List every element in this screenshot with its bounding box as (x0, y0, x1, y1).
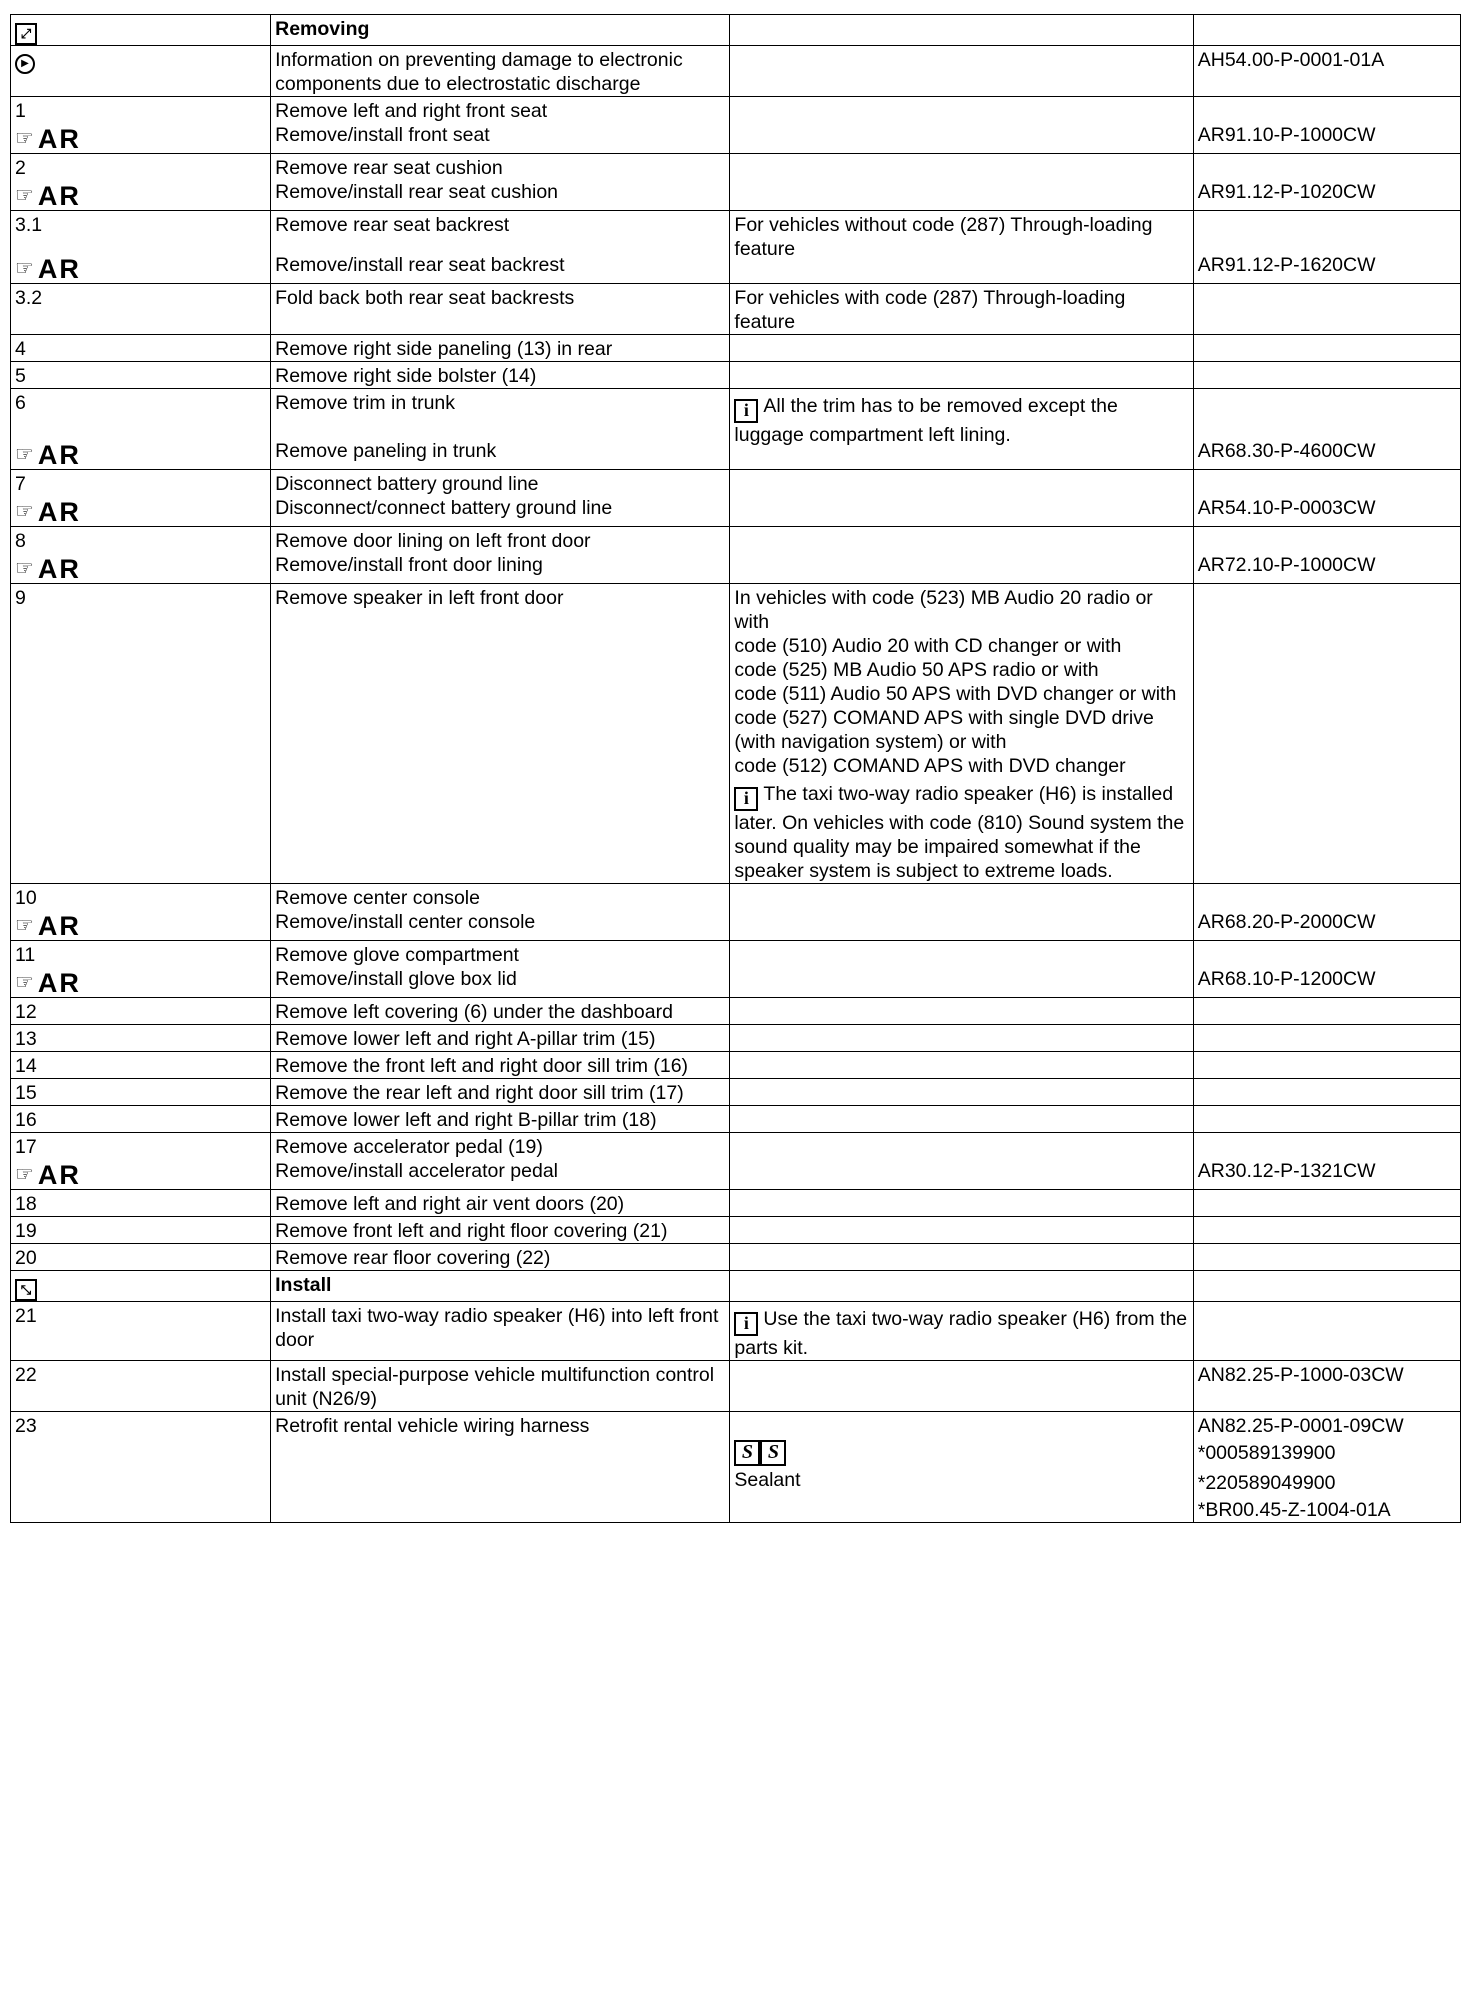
action-text: Remove rear seat cushion (275, 157, 503, 179)
reference-cell (1193, 470, 1460, 527)
spacer (15, 431, 266, 439)
action-text: Retrofit rental vehicle wiring harness (275, 1415, 590, 1437)
spacer (1198, 1135, 1456, 1159)
document-reference: *220589049900 (1197, 1472, 1336, 1494)
table-row (11, 362, 1461, 389)
action-cell (271, 1244, 730, 1271)
condition-text: code (527) COMAND APS with single DVD drive (with navigation system) or with (734, 707, 1160, 753)
step-cell (11, 362, 271, 389)
step-number: 14 (15, 1055, 37, 1077)
reference-cell (1193, 1052, 1460, 1079)
spacer (15, 245, 266, 253)
action-text: Remove paneling in trunk (275, 440, 497, 462)
action-text: Remove left covering (6) under the dashboard (275, 1001, 673, 1023)
action-text: Remove lower left and right A-pillar trim (15) (275, 1028, 656, 1050)
action-cell (271, 1106, 730, 1133)
action-text: Remove front left and right floor covering (21) (275, 1220, 668, 1242)
document-reference: AN82.25-P-1000-03CW (1197, 1364, 1404, 1386)
step-number: 19 (15, 1220, 37, 1242)
step-number: 3.2 (15, 287, 43, 309)
procedure-table-body (11, 15, 1461, 1523)
document-reference: AR54.10-P-0003CW (1197, 497, 1376, 519)
esd-circle-icon: ▶ (15, 54, 35, 74)
action-text: Remove left and right front seat (275, 100, 548, 122)
step-number: 20 (15, 1247, 37, 1269)
step-number: 12 (15, 1001, 37, 1023)
action-text: Remove lower left and right B-pillar trim (18) (275, 1109, 657, 1131)
action-cell (271, 1133, 730, 1190)
ar-label: AR (37, 124, 81, 154)
section-header-row (11, 1271, 1461, 1302)
box-arrows-in-icon: ⤡ (15, 1279, 37, 1301)
action-cell (271, 97, 730, 154)
action-text: Information on preventing damage to electronic components due to electrostatic discharge (275, 49, 689, 95)
step-cell (11, 884, 271, 941)
note-cell (730, 362, 1193, 389)
step-cell (11, 154, 271, 211)
step-cell (11, 527, 271, 584)
spacer (275, 237, 725, 245)
step-cell (11, 389, 271, 470)
box-arrows-out-icon: ⤢ (15, 23, 37, 45)
spacer (1198, 472, 1456, 496)
note-cell (730, 1302, 1193, 1361)
table-row (11, 1302, 1461, 1361)
action-text: Remove/install front door lining (275, 554, 543, 576)
spacer (1198, 886, 1456, 910)
pointing-hand-icon: ☞ (15, 184, 34, 207)
table-row (11, 1244, 1461, 1271)
info-icon: i (734, 1312, 758, 1336)
step-number: 22 (15, 1364, 37, 1386)
action-cell (271, 1025, 730, 1052)
condition-text: code (512) COMAND APS with DVD changer (734, 755, 1126, 777)
spacer (15, 415, 266, 423)
table-row (11, 1106, 1461, 1133)
reference-cell (1193, 1079, 1460, 1106)
step-number: 3.1 (15, 214, 43, 236)
section-title: Removing (275, 18, 370, 40)
pointing-hand-icon: ☞ (15, 1163, 34, 1186)
spacer (15, 237, 266, 245)
reference-cell (1193, 884, 1460, 941)
action-cell (271, 211, 730, 284)
action-text: Remove/install glove box lid (275, 968, 517, 990)
ar-reference-marker (15, 182, 81, 210)
step-number: 1 (15, 100, 26, 122)
note-cell (730, 1025, 1193, 1052)
note-cell (730, 1244, 1193, 1271)
reference-cell (1193, 211, 1460, 284)
document-reference: AR68.30-P-4600CW (1197, 440, 1376, 462)
step-cell (11, 1244, 271, 1271)
condition-text: code (525) MB Audio 50 APS radio or with (734, 659, 1099, 681)
action-text: Remove trim in trunk (275, 392, 456, 414)
reference-cell (1193, 284, 1460, 335)
pointing-hand-icon: ☞ (15, 127, 34, 150)
step-cell (11, 1133, 271, 1190)
note-cell (730, 1271, 1193, 1302)
reference-cell (1193, 584, 1460, 884)
step-cell (11, 1025, 271, 1052)
step-cell (11, 584, 271, 884)
table-row (11, 527, 1461, 584)
reference-cell (1193, 1217, 1460, 1244)
note-cell (730, 46, 1193, 97)
ar-reference-marker (15, 912, 81, 940)
ar-label: AR (37, 497, 81, 527)
note-cell (730, 998, 1193, 1025)
note-cell (730, 154, 1193, 211)
spacer (1198, 213, 1456, 237)
step-cell (11, 211, 271, 284)
pointing-hand-icon: ☞ (15, 557, 34, 580)
reference-cell (1193, 97, 1460, 154)
step-cell (11, 1217, 271, 1244)
document-reference: AR91.12-P-1620CW (1197, 254, 1376, 276)
spacer (1198, 156, 1456, 180)
spacer (734, 1414, 1188, 1438)
document-reference: *BR00.45-Z-1004-01A (1197, 1499, 1391, 1521)
info-icon: i (734, 399, 758, 423)
note-cell (730, 15, 1193, 46)
ar-label: AR (37, 1160, 81, 1190)
reference-cell (1193, 527, 1460, 584)
action-cell (271, 284, 730, 335)
reference-cell (1193, 154, 1460, 211)
ar-reference-marker (15, 969, 81, 997)
ar-reference-marker (15, 1161, 81, 1189)
step-number: 13 (15, 1028, 37, 1050)
document-reference: *000589139900 (1197, 1442, 1336, 1464)
spacer (15, 423, 266, 431)
table-row (11, 1133, 1461, 1190)
section-header-row (11, 15, 1461, 46)
step-number: 16 (15, 1109, 37, 1131)
action-text: Install taxi two-way radio speaker (H6) into left front door (275, 1305, 724, 1351)
step-cell (11, 1052, 271, 1079)
spacer (1198, 943, 1456, 967)
info-icon: i (734, 787, 758, 811)
pointing-hand-icon: ☞ (15, 914, 34, 937)
step-cell (11, 1106, 271, 1133)
step-cell (11, 1079, 271, 1106)
note-cell (730, 1079, 1193, 1106)
note-text: Sealant (734, 1469, 801, 1491)
table-row (11, 884, 1461, 941)
action-text: Remove rear seat backrest (275, 214, 510, 236)
table-row (11, 211, 1461, 284)
action-cell (271, 584, 730, 884)
step-number: 23 (15, 1415, 37, 1437)
ar-reference-marker (15, 255, 81, 283)
condition-text (734, 1468, 1188, 1492)
action-text: Remove the front left and right door sill trim (16) (275, 1055, 689, 1077)
action-cell (271, 998, 730, 1025)
pointing-hand-icon: ☞ (15, 257, 34, 280)
action-text: Disconnect/connect battery ground line (275, 497, 613, 519)
step-number: 18 (15, 1193, 37, 1215)
step-cell (11, 284, 271, 335)
action-cell (271, 941, 730, 998)
pointing-hand-icon: ☞ (15, 443, 34, 466)
document-reference: AR30.12-P-1321CW (1197, 1160, 1376, 1182)
pointing-hand-icon: ☞ (15, 500, 34, 523)
spacer (1198, 431, 1456, 439)
note-cell (730, 584, 1193, 884)
action-cell (271, 15, 730, 46)
reference-cell (1193, 46, 1460, 97)
condition-text: code (510) Audio 20 with CD changer or with (734, 635, 1122, 657)
reference-cell (1193, 998, 1460, 1025)
note-text: The taxi two-way radio speaker (H6) is installed later. On vehicles with code (810) Sound system the sound quality may be impaired somewhat if the speaker system is subject to extreme loads. (734, 783, 1190, 882)
note-cell (730, 1133, 1193, 1190)
action-cell (271, 154, 730, 211)
note-text: Use the taxi two-way radio speaker (H6) from the parts kit. (734, 1308, 1193, 1359)
table-row (11, 1052, 1461, 1079)
step-number: 9 (15, 587, 26, 609)
ar-label: AR (37, 968, 81, 998)
note-cell (730, 470, 1193, 527)
note-cell (730, 884, 1193, 941)
note-text: For vehicles with code (287) Through-loading feature (734, 287, 1131, 333)
spacer (1198, 237, 1456, 245)
table-row (11, 470, 1461, 527)
table-row (11, 154, 1461, 211)
spacer (275, 415, 725, 423)
action-text: Remove right side paneling (13) in rear (275, 338, 613, 360)
reference-cell (1193, 1025, 1460, 1052)
action-cell (271, 1271, 730, 1302)
ar-label: AR (37, 254, 81, 284)
reference-cell (1193, 389, 1460, 470)
note-cell (730, 335, 1193, 362)
reference-cell (1193, 15, 1460, 46)
note-cell (730, 389, 1193, 470)
info-note (734, 1307, 1193, 1360)
info-note (734, 394, 1188, 447)
action-text: Remove/install center console (275, 911, 536, 933)
document-reference: AR91.10-P-1000CW (1197, 124, 1376, 146)
action-text: Disconnect battery ground line (275, 473, 539, 495)
action-text: Remove/install accelerator pedal (275, 1160, 559, 1182)
action-text: Remove rear floor covering (22) (275, 1247, 551, 1269)
step-number: 8 (15, 530, 26, 552)
step-number: 7 (15, 473, 26, 495)
action-cell (271, 362, 730, 389)
action-cell (271, 389, 730, 470)
step-cell (11, 1412, 271, 1523)
step-number: 2 (15, 157, 26, 179)
spacer (1198, 415, 1456, 423)
note-cell (730, 1217, 1193, 1244)
action-text: Remove right side bolster (14) (275, 365, 537, 387)
step-cell (11, 335, 271, 362)
table-row (11, 1361, 1461, 1412)
action-text: Remove speaker in left front door (275, 587, 564, 609)
ar-label: AR (37, 181, 81, 211)
table-row (11, 389, 1461, 470)
spacer (275, 431, 725, 439)
document-reference: AR91.12-P-1020CW (1197, 181, 1376, 203)
action-text: Remove/install rear seat cushion (275, 181, 559, 203)
action-cell (271, 1302, 730, 1361)
reference-cell (1193, 1302, 1460, 1361)
note-cell (730, 941, 1193, 998)
note-cell (730, 1361, 1193, 1412)
action-cell (271, 1412, 730, 1523)
note-cell (730, 527, 1193, 584)
document-reference: AR68.10-P-1200CW (1197, 968, 1376, 990)
ar-label: AR (37, 440, 81, 470)
spacer (1198, 391, 1456, 415)
action-cell (271, 527, 730, 584)
special-tool-icon: S (734, 1440, 760, 1466)
step-number: 21 (15, 1305, 37, 1327)
procedure-table (10, 14, 1461, 1523)
reference-cell (1193, 1190, 1460, 1217)
spacer (1198, 529, 1456, 553)
spacer (275, 423, 725, 431)
note-cell (730, 1412, 1193, 1523)
reference-cell (1193, 1361, 1460, 1412)
table-row (11, 335, 1461, 362)
action-text: Remove the rear left and right door sill trim (17) (275, 1082, 684, 1104)
ar-reference-marker (15, 498, 81, 526)
note-cell (730, 97, 1193, 154)
note-cell (730, 211, 1193, 284)
step-number: 6 (15, 392, 26, 414)
step-number: 11 (15, 944, 36, 966)
action-cell (271, 1217, 730, 1244)
step-number: 5 (15, 365, 26, 387)
reference-cell (1193, 1106, 1460, 1133)
condition-text (734, 213, 1188, 261)
action-text: Remove door lining on left front door (275, 530, 591, 552)
action-cell (271, 46, 730, 97)
table-row (11, 46, 1461, 97)
note-text: All the trim has to be removed except the luggage compartment left lining. (734, 395, 1124, 446)
reference-cell (1193, 1244, 1460, 1271)
action-cell (271, 1190, 730, 1217)
note-cell (730, 1052, 1193, 1079)
note-cell (730, 284, 1193, 335)
action-text: Remove center console (275, 887, 480, 909)
note-cell (730, 1190, 1193, 1217)
step-cell (11, 97, 271, 154)
action-cell (271, 1052, 730, 1079)
step-cell (11, 1271, 271, 1302)
table-row (11, 1217, 1461, 1244)
step-cell (11, 998, 271, 1025)
table-row (11, 1190, 1461, 1217)
table-row (11, 97, 1461, 154)
action-cell (271, 335, 730, 362)
step-number: 10 (15, 887, 37, 909)
condition-text: code (511) Audio 50 APS with DVD changer or with (734, 683, 1177, 705)
step-number: 4 (15, 338, 26, 360)
reference-cell (1193, 1412, 1460, 1523)
action-text: Remove accelerator pedal (19) (275, 1136, 543, 1158)
reference-cell (1193, 1133, 1460, 1190)
step-number: 15 (15, 1082, 37, 1104)
action-text: Remove/install front seat (275, 124, 490, 146)
action-cell (271, 470, 730, 527)
reference-cell (1193, 1271, 1460, 1302)
action-text: Install special-purpose vehicle multifunction control unit (N26/9) (275, 1364, 720, 1410)
document-reference: AN82.25-P-0001-09CW (1197, 1415, 1404, 1437)
pointing-hand-icon: ☞ (15, 971, 34, 994)
document-reference: AR68.20-P-2000CW (1197, 911, 1376, 933)
step-cell (11, 1361, 271, 1412)
table-row (11, 1412, 1461, 1523)
step-cell (11, 15, 271, 46)
action-cell (271, 1361, 730, 1412)
reference-cell (1193, 362, 1460, 389)
condition-text: In vehicles with code (523) MB Audio 20 radio or with (734, 587, 1159, 633)
document-reference: AH54.00-P-0001-01A (1197, 49, 1385, 71)
ar-label: AR (37, 911, 81, 941)
step-number: 17 (15, 1136, 37, 1158)
section-title: Install (275, 1274, 332, 1296)
table-row (11, 284, 1461, 335)
action-text: Remove/install rear seat backrest (275, 254, 565, 276)
table-row (11, 1079, 1461, 1106)
note-text: For vehicles without code (287) Through-loading feature (734, 214, 1158, 260)
table-row (11, 941, 1461, 998)
step-cell (11, 1190, 271, 1217)
step-cell (11, 470, 271, 527)
action-text: Remove glove compartment (275, 944, 519, 966)
spacer (1198, 423, 1456, 431)
action-cell (271, 884, 730, 941)
condition-text (734, 286, 1188, 334)
step-cell (11, 941, 271, 998)
reference-cell (1193, 335, 1460, 362)
spacer (1198, 245, 1456, 253)
reference-cell (1193, 941, 1460, 998)
step-cell (11, 1302, 271, 1361)
ar-reference-marker (15, 441, 81, 469)
ar-reference-marker (15, 125, 81, 153)
action-text: Remove left and right air vent doors (20) (275, 1193, 625, 1215)
table-row (11, 1025, 1461, 1052)
table-row (11, 998, 1461, 1025)
ar-label: AR (37, 554, 81, 584)
table-row (11, 584, 1461, 884)
note-cell (730, 1106, 1193, 1133)
action-text: Fold back both rear seat backrests (275, 287, 575, 309)
document-reference: AR72.10-P-1000CW (1197, 554, 1376, 576)
ar-reference-marker (15, 555, 81, 583)
info-note (734, 782, 1188, 883)
spacer (1198, 99, 1456, 123)
special-tool-icon: S (760, 1440, 786, 1466)
spacer (275, 245, 725, 253)
step-cell (11, 46, 271, 97)
action-cell (271, 1079, 730, 1106)
